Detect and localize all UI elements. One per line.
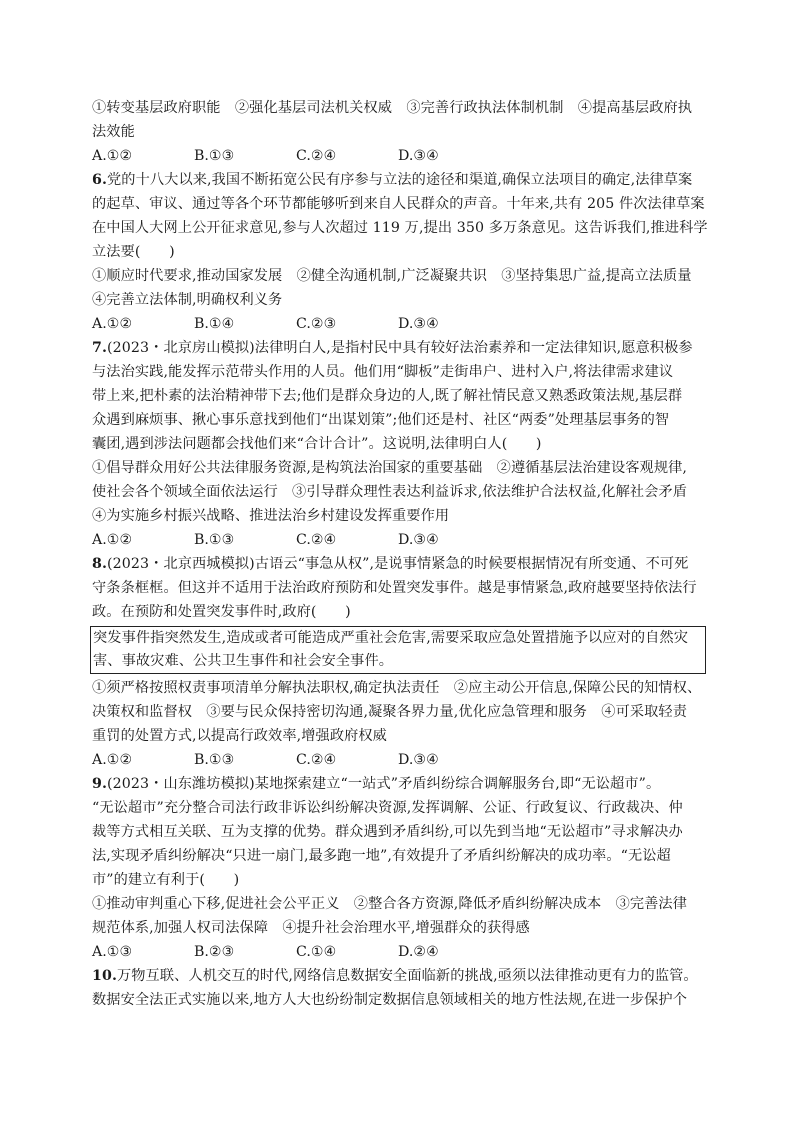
option-b[interactable]: B.①③ [194, 148, 235, 164]
option-b[interactable]: B.①③ [194, 752, 235, 768]
material-box [90, 626, 706, 674]
option-a[interactable]: A.①③ [92, 944, 133, 960]
statement-line: 决策权和监督权 ③要与民众保持密切沟通,凝聚各界力量,优化应急管理和服务 ④可采取轻责 [92, 704, 688, 720]
question-10 [92, 964, 704, 1012]
question-stem-line: 9.(2023・山东潍坊模拟)某地探索建立“一站式”矛盾纠纷综合调解服务台,即“无讼超市”。 [92, 776, 661, 792]
statement-line: ④完善立法体制,明确权利义务 [92, 292, 283, 308]
option-b[interactable]: B.②③ [194, 944, 235, 960]
question-number: 8. [92, 556, 108, 572]
question-number: 6. [92, 172, 108, 188]
question-number: 7. [92, 340, 108, 356]
statement-line: 重罚的处置方式,以提高行政效率,增强政府权威 [92, 728, 387, 744]
option-c[interactable]: C.②③ [296, 316, 337, 332]
option-a[interactable]: A.①② [92, 532, 133, 548]
statement-line: ①转变基层政府职能 ②强化基层司法机关权威 ③完善行政执法体制机制 ④提高基层政府执 [92, 100, 693, 116]
question-stem-line: 10.万物互联、人机交互的时代,网络信息数据安全面临新的挑战,亟须以法律推动更有力的监管。 [92, 968, 698, 984]
question-stem-line: 立法要( ) [92, 244, 175, 260]
statement-line: ①须严格按照权责事项清单分解执法职权,确定执法责任 ②应主动公开信息,保障公民的知情权、 [92, 680, 702, 696]
option-a[interactable]: A.①② [92, 148, 133, 164]
question-stem-line: 带上来,把朴素的法治精神带下去;他们是群众身边的人,既了解社情民意又熟悉政策法规,基层群 [92, 388, 683, 404]
question-8 [92, 552, 704, 772]
question-5 [92, 96, 704, 168]
answer-options [92, 312, 704, 336]
question-9 [92, 772, 704, 964]
statement-line: ①推动审判重心下移,促进社会公平正义 ②整合各方资源,降低矛盾纠纷解决成本 ③完善法律 [92, 896, 688, 912]
question-stem-line: 的起草、审议、通过等各个环节都能够听到来自人民群众的声音。十年来,共有 205 件次法律草案 [92, 196, 705, 212]
answer-options [92, 940, 704, 964]
option-c[interactable]: C.②④ [296, 532, 337, 548]
option-c[interactable]: C.②④ [296, 148, 337, 164]
option-c[interactable]: C.②④ [296, 752, 337, 768]
question-stem-line: 众遇到麻烦事、揪心事乐意找到他们“出谋划策”;他们还是村、社区“两委”处理基层事务的智 [92, 412, 670, 428]
statement-line: ①倡导群众用好公共法律服务资源,是构筑法治国家的重要基础 ②遵循基层法治建设客观规律, [92, 460, 688, 476]
question-stem-line: 8.(2023・北京西城模拟)古语云“事急从权”,是说事情紧急的时候要根据情况有所变通、不可死 [92, 556, 689, 572]
option-a[interactable]: A.①② [92, 752, 133, 768]
question-stem-line: 在中国人大网上公开征求意见,参与人次超过 119 万,提出 350 多万条意见。这告诉我们,推进科学 [92, 220, 708, 236]
question-stem-line: 守条条框框。但这并不适用于法治政府预防和处置突发事件。越是事情紧急,政府越要坚持依法行 [92, 580, 697, 596]
exam-page [92, 96, 708, 1012]
question-stem-line: 政。在预防和处置突发事件时,政府( ) [92, 604, 351, 620]
question-stem-line: 6.党的十八大以来,我国不断拓宽公民有序参与立法的途径和渠道,确保立法项目的确定,法律草案 [92, 172, 693, 188]
question-stem-line: 数据安全法正式实施以来,地方人大也纷纷制定数据信息领域相关的地方性法规,在进一步保护个 [92, 992, 688, 1008]
question-stem-line: 与法治实践,能发挥示范带头作用的人员。他们用“脚板”走街串户、进村入户,将法律需求建议 [92, 364, 674, 380]
option-d[interactable]: D.③④ [398, 316, 439, 332]
question-number: 10. [92, 968, 117, 984]
answer-options [92, 748, 704, 772]
option-a[interactable]: A.①② [92, 316, 133, 332]
question-stem-line: 裁等方式相互关联、互为支撑的优势。群众遇到矛盾纠纷,可以先到当地“无讼超市”寻求解决办 [92, 824, 683, 840]
material-line: 害、事故灾难、公共卫生事件和社会安全事件。 [93, 653, 394, 669]
statement-line: 规范体系,加强人权司法保障 ④提升社会治理水平,增强群众的获得感 [92, 920, 530, 936]
option-d[interactable]: D.③④ [398, 752, 439, 768]
statement-line: 使社会各个领域全面依法运行 ③引导群众理性表达利益诉求,依法维护合法权益,化解社会矛盾 [92, 484, 688, 500]
question-7 [92, 336, 704, 552]
option-b[interactable]: B.①③ [194, 532, 235, 548]
option-d[interactable]: D.③④ [398, 148, 439, 164]
option-d[interactable]: D.②④ [398, 944, 439, 960]
question-number: 9. [92, 776, 108, 792]
answer-options [92, 144, 704, 168]
question-stem-line: “无讼超市”充分整合司法行政非诉讼纠纷解决资源,发挥调解、公证、行政复议、行政裁决、仲 [92, 800, 683, 816]
option-b[interactable]: B.①④ [194, 316, 235, 332]
statement-line: 法效能 [92, 124, 135, 140]
material-line: 突发事件指突然发生,造成或者可能造成严重社会危害,需要采取应急处置措施予以应对的自然灾 [93, 630, 689, 646]
option-c[interactable]: C.①④ [296, 944, 337, 960]
question-stem-line: 法,实现矛盾纠纷解决“只进一扇门,最多跑一地”,有效提升了矛盾纠纷解决的成功率。“无讼超 [92, 848, 671, 864]
question-6 [92, 168, 708, 336]
question-stem-line: 7.(2023・北京房山模拟)法律明白人,是指村民中具有较好法治素养和一定法律知识,愿意积极参 [92, 340, 693, 356]
answer-options [92, 528, 704, 552]
question-stem-line: 囊团,遇到涉法问题都会找他们来“合计合计”。这说明,法律明白人( ) [92, 436, 542, 452]
option-d[interactable]: D.③④ [398, 532, 439, 548]
question-stem-line: 市”的建立有利于( ) [92, 872, 240, 888]
statement-line: ①顺应时代要求,推动国家发展 ②健全沟通机制,广泛凝聚共识 ③坚持集思广益,提高立法质量 [92, 268, 692, 284]
statement-line: ④为实施乡村振兴战略、推进法治乡村建设发挥重要作用 [92, 508, 450, 524]
